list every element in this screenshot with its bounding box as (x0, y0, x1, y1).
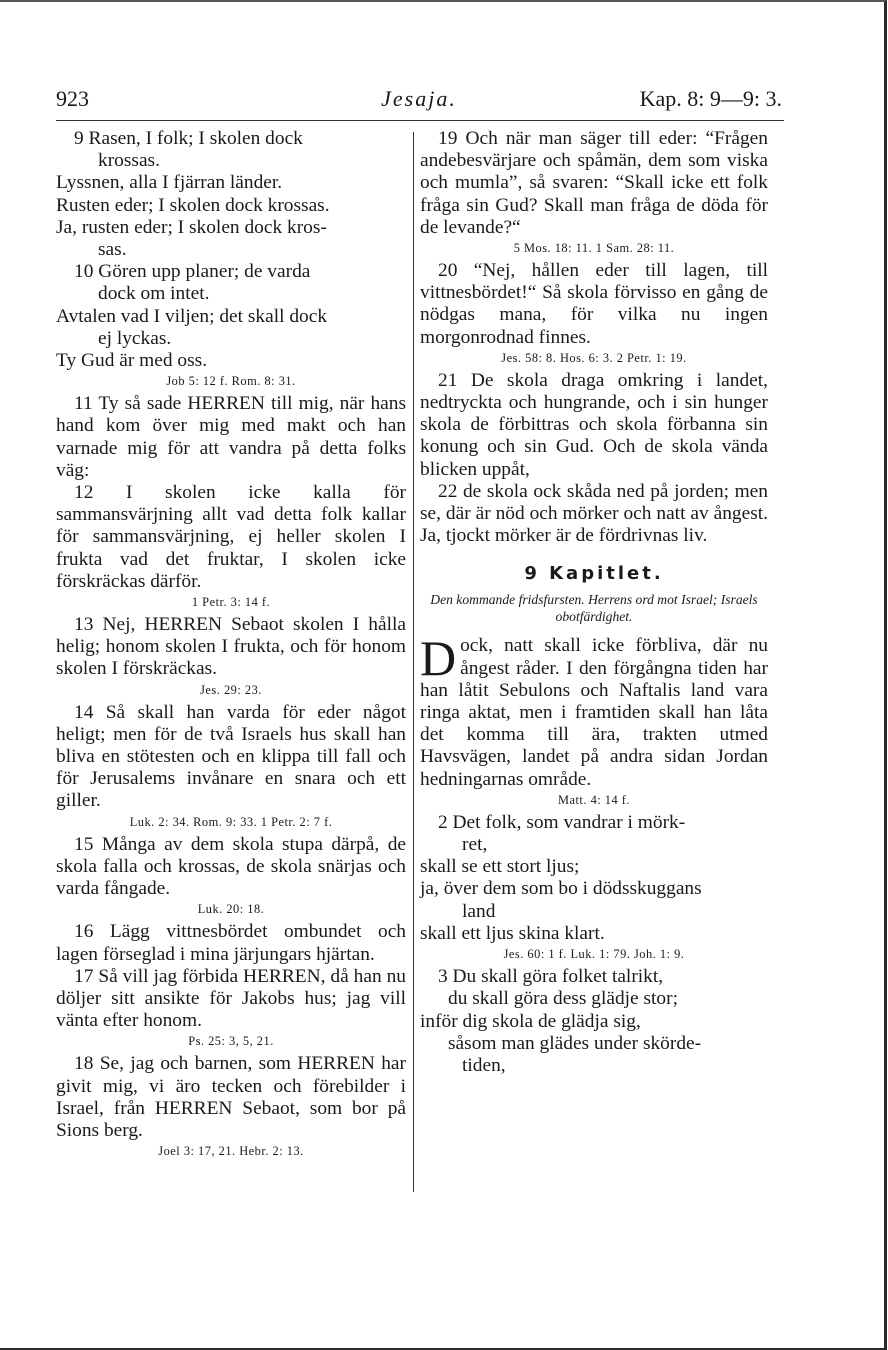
right-column (420, 128, 768, 1077)
verse-line: Avtalen vad I viljen; det skall dock (56, 305, 328, 327)
verse-line: 10 Gören upp planer; de varda (74, 261, 311, 283)
verse-line: 9 Rasen, I folk; I skolen dock (74, 128, 303, 149)
poetry-line: 3 Du skall göra folket talrikt, (438, 966, 664, 988)
poetry-line: 2 Det folk, som vandrar i mörk- (438, 811, 686, 833)
verse-14: 14 Så skall han varda för eder något heligt; men för de två Israels hus skall han bliva en stötesten och en klippa till fall och för Jerusalems invånare en snara och ett giller. (56, 701, 406, 812)
cross-reference: 1 Petr. 3: 14 f. (191, 595, 271, 610)
verse-line: sas. (98, 239, 127, 261)
cross-reference: Ps. 25: 3, 5, 21. (188, 1034, 274, 1049)
poetry-line: ret, (462, 834, 488, 856)
verse-16: 16 Lägg vittnesbördet ombundet och lagen förseglad i mina järjungars hjärtan. (56, 921, 406, 965)
cross-reference: Job 5: 12 f. Rom. 8: 31. (166, 374, 296, 389)
verse-line: dock om intet. (98, 283, 210, 305)
cross-reference: Jes. 29: 23. (200, 682, 262, 697)
verse-22: 22 de skola ock skåda ned på jorden; men se, där är nöd och mörker och natt av ångest. Ja, tjockt mörker är de fördrivnas liv. (420, 480, 768, 547)
verse-line: ej lyckas. (98, 327, 172, 349)
verse-15: 15 Många av dem skola stupa därpå, de skola falla och krossas, de skola snärjas och varda fångade. (56, 833, 406, 900)
poetry-line: skall ett ljus skina klart. (420, 922, 605, 944)
verse-line: Rusten eder; I skolen dock krossas. (56, 194, 330, 216)
header-rule (56, 120, 784, 121)
verse-line: Ja, rusten eder; I skolen dock kros- (56, 216, 327, 238)
cross-reference: Jes. 60: 1 f. Luk. 1: 79. Joh. 1: 9. (503, 947, 685, 962)
poetry-line: land (462, 900, 496, 922)
page-number: 923 (56, 86, 89, 111)
verse-line: Lyssnen, alla I fjärran länder. (56, 172, 283, 194)
poetry-line: tiden, (462, 1054, 506, 1076)
chapter-summary: Den kommande fridsfursten. Herrens ord mot Israel; Israels obotfärdighet. (430, 592, 758, 625)
verse-20: 20 “Nej, hållen eder till lagen, till vittnesbördet!“ Så skola förvisso en gång de nödgas mana, för vilka nu ingen morgonrodnad finnes. (420, 260, 768, 348)
chapter-heading: 9 Kapitlet. (524, 563, 664, 585)
drop-cap: D (420, 630, 457, 687)
left-column (56, 128, 406, 1163)
verse-19: 19 Och när man säger till eder: “Frågen andebesvärjare och spåmän, dem som viska och mumla”, så svaren: “Skall icke ett folk fråga sin Gud? Skall man fråga de döda för de levande?“ (420, 128, 768, 238)
poetry-line: ja, över dem som bo i dödsskuggans (420, 878, 702, 900)
poetry-line: inför dig skola de glädja sig, (420, 1010, 641, 1032)
chapter-reference: Kap. 8: 9—9: 3. (639, 86, 782, 111)
verse-9-1 (420, 630, 768, 790)
verse-21: 21 De skola draga omkring i landet, nedtryckta och hungrande, och i sin hunger skola de förbittras och skola förbanna sin konung och sin Gud. Och de skola vända blicken uppåt, (420, 369, 768, 480)
cross-reference: Luk. 20: 18. (197, 902, 265, 917)
verse-line: krossas. (98, 150, 160, 172)
page-header (56, 86, 782, 120)
verse-17: 17 Så vill jag förbida HERREN, då han nu döljer sitt ansikte för Jakobs hus; jag vill vänta efter honom. (56, 965, 406, 1032)
cross-reference: Luk. 2: 34. Rom. 9: 33. 1 Petr. 2: 7 f. (129, 814, 333, 829)
poetry-line: du skall göra dess glädje stor; (448, 988, 678, 1010)
cross-reference: Matt. 4: 14 f. (557, 792, 631, 807)
book-title: Jesaja. (381, 86, 457, 111)
verse-11: 11 Ty så sade HERREN till mig, när hans hand kom över mig med makt och han varnade mig för att vandra på detta folks väg: (56, 393, 406, 481)
poetry-line: såsom man glädes under skörde- (448, 1032, 702, 1054)
cross-reference: Jes. 58: 8. Hos. 6: 3. 2 Petr. 1: 19. (501, 350, 687, 365)
poetry-line: skall se ett stort ljus; (420, 856, 580, 878)
verse-1-text: ock, natt skall icke förbliva, där nu ångest råder. I den förgångna tiden har han låtit Sebulons och Naftalis land vara ringa aktat, men i framtiden skall han låta det komma till ära, trakten utmed Havsvägen, landet på andra sidan Jordan hedningarnas område. (420, 635, 768, 790)
cross-reference: 5 Mos. 18: 11. 1 Sam. 28: 11. (513, 241, 675, 256)
verse-12: 12 I skolen icke kalla för sammansvärjning allt vad detta folk kallar för sammansvärjning, ej heller skolen I frukta vad det fruktar, I skolen icke förskräckas därför. (56, 482, 406, 592)
verse-line: Ty Gud är med oss. (56, 350, 208, 372)
cross-reference: Joel 3: 17, 21. Hebr. 2: 13. (158, 1144, 304, 1159)
verse-13: 13 Nej, HERREN Sebaot skolen I hålla helig; honom skolen I frukta, och för honom skolen I förskräckas. (56, 614, 406, 680)
verse-18: 18 Se, jag och barnen, som HERREN har givit mig, vi äro tecken och förebilder i Israel, från HERREN Sebaot, som bor på Sions berg. (56, 1053, 406, 1141)
column-divider (413, 132, 414, 1192)
